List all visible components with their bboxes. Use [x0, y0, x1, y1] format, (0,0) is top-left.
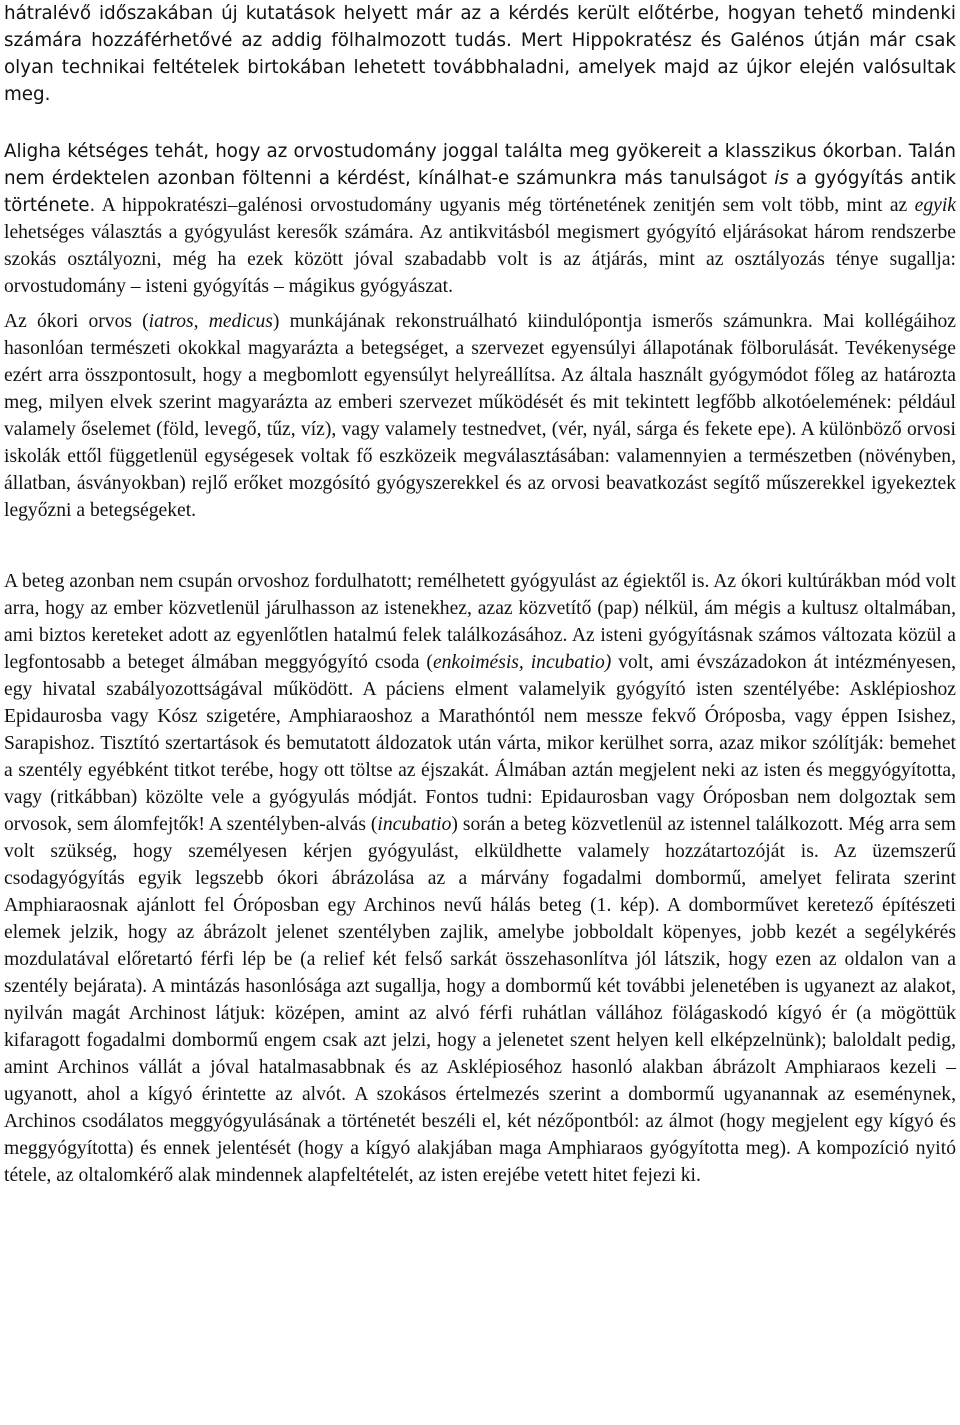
- text-run: Aligha kétséges tehát, hogy az orvostudomány joggal találta meg gyökereit a klasszikus ókorban. Talán nem érdektelen azonban föltenni a kérdést, kínálhat-e számunkra más tanulságot: [4, 141, 956, 189]
- text-run: A beteg azonban nem csupán orvoshoz fordulhatott; remélhetett gyógyulást az égiektől is. Az ókori kultúrákban mód volt arra, hogy az ember közvetlenül járulhasson az istenekhez, azaz közvetítő (pap) nélkül, ám mégis a kultusz oltalmában, ami biztos kereteket adott az egyenlőtlen hatalmú felek találkozásához. Az isteni gyógyításnak számos változata közül a legfontosabb a beteget álmában meggyógyító csoda (: [4, 571, 956, 673]
- document-page: [4, 0, 956, 1189]
- paragraph-2: [4, 138, 956, 300]
- text-run: A hippokratészi–galénosi orvostudomány ugyanis még történetének zenitjén sem volt több, mint az: [95, 195, 915, 216]
- italic-text-run: egyik: [914, 195, 956, 216]
- text-run: Az ókori orvos (: [4, 311, 149, 332]
- italic-text-run: iatros, medicus: [148, 311, 273, 332]
- italic-text-run: incubatio: [377, 814, 452, 835]
- italic-text-run: enkoimésis, incubatio): [432, 652, 612, 673]
- paragraph-1: [4, 0, 956, 108]
- paragraph-3: [4, 308, 956, 524]
- italic-text-run: is: [774, 168, 789, 189]
- text-run: ) munkájának rekonstruálható kiindulópontja ismerős számunkra. Mai kollégáihoz hasonlóan természeti okokkal magyarázta a betegséget, a szervezet egyensúlyi állapotának fölborulását. Tevékenysége ezért arra összpontosult, hogy a megbomlott egyensúlyt helyreállítsa. Az általa használt gyógymódot főleg az határozta meg, milyen elvek szerint magyarázta az emberi szervezet működését és mit tekintett legfőbb alkotóelemének: például valamely őselemet (föld, levegő, tűz, víz), vagy valamely testnedvet, (vér, nyál, sárga és fekete epe). A különböző orvosi iskolák ettől függetlenül egységesek voltak fő eszközeik megválasztásában: valamennyien a természetben (növényben, állatban, ásványokban) rejlő erőket mozgósító gyógyszerekkel és az orvosi beavatkozást segítő műszerekkel igyekeztek legyőzni a betegségeket.: [4, 311, 956, 521]
- text-run: lehetséges választás a gyógyulást keresők számára. Az antikvitásból megismert gyógyító eljárásokat három rendszerbe szokás osztályozni, még ha ezek között jóval szabadabb volt is az átjárás, mint az osztályozás ténye sugallja: orvostudomány – isteni gyógyítás – mágikus gyógyászat.: [4, 222, 956, 297]
- text-run: ) során a beteg közvetlenül az istennel találkozott. Még arra sem volt szükség, hogy személyesen kérjen gyógyulást, elküldhette valamely hozzátartozóját is. Az üzemszerű csodagyógyítás egyik legszebb ókori ábrázolása az a márvány fogadalmi dombormű, amelyet felirata szerint Amphiaraosnak ajánlott fel Óróposban egy Archinos nevű hálás beteg (1. kép). A domborművet keretező építészeti elemek jelzik, hogy az ábrázolt jelenet szentélyben zajlik, amelybe jobboldalt köpenyes, jobb kezét a segélykérés mozdulatával előretartó férfi lép be (a relief két felső sarkát összehasonlítva jól látszik, hogy ezen az oldalon van a szentély bejárata). A mintázás hasonlósága azt sugallja, hogy a dombormű két további jelenetében is ugyanezt az alakot, nyilván magát Archinost látjuk: középen, amint az alvó férfi ruhátlan vállához fölágaskodó kígyó ér (a mögöttük kifaragott fogadalmi dombormű engem csak azt jelzi, hogy a jelenetet szent helyen kell elképzelnünk); baloldalt pedig, amint Archinos vállát a jóval hatalmasabbnak és az Asklépioséhoz hasonló alakban ábrázolt Amphiaraos kezeli – ugyanott, ahol a kígyó érintette az alvót. A szokásos értelmezés szerint a dombormű ugyanannak az eseménynek, Archinos csodálatos meggyógyulásának a történetét beszéli el, két nézőpontból: az álmot (hogy megjelent egy kígyó és meggyógyította) és ennek jelentését (hogy a kígyó alakjában maga Amphiaraos gyógyította meg). A kompozíció nyitó tétele, az oltalomkérő alak mindennek alapfeltételét, az isten erejébe vetett hitet fejezi ki.: [4, 814, 956, 1186]
- paragraph-4: [4, 568, 956, 1189]
- text-run: a gyógyítás antik története.: [4, 168, 957, 216]
- text-run: volt, ami évszázadokon át intézményesen, egy hivatal szabályozottságával működött. A páciens elment valamelyik gyógyító isten szentélyébe: Asklépioshoz Epidaurosba vagy Kósz szigetére, Amphiaraoshoz a Marathóntól nem messze fekvő Óróposba, vagy éppen Isishez, Sarapishoz. Tisztító szertartások és bemutatott áldozatok után várta, mikor kerülhet sorra, azaz mikor szólítják: bemehet a szentély egyébként titkot terébe, hogy ott töltse az éjszakát. Álmában aztán megjelent neki az isten és meggyógyította, vagy (ritkábban) közölte vele a gyógyulás módját. Fontos tudni: Epidaurosban vagy Óróposban nem dolgoztak sem orvosok, sem álomfejtők! A szentélyben-alvás (: [4, 652, 957, 835]
- text-run: hátralévő időszakában új kutatások helyett már az a kérdés került előtérbe, hogyan tehető mindenki számára hozzáférhetővé az addig fölhalmozott tudás. Mert Hippokratész és Galénos útján már csak olyan technikai feltételek birtokában lehetett továbbhaladni, amelyek majd az újkor elején valósultak meg.: [4, 3, 956, 105]
